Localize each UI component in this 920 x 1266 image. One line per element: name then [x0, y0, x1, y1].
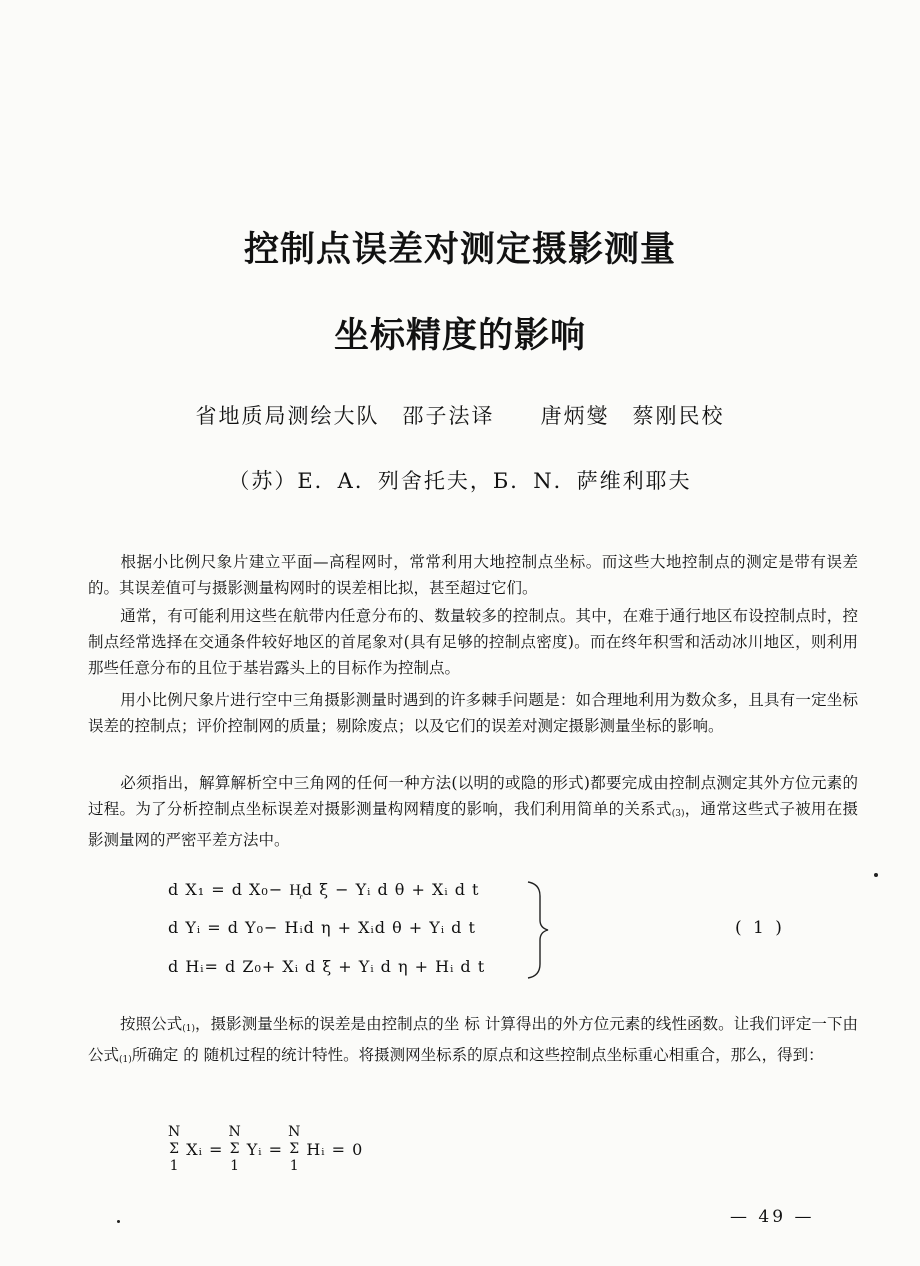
- equation-line-2: d Yᵢ = d Y₀− Hᵢd η + Xᵢd θ + Yᵢ d t: [168, 918, 476, 937]
- sum-operator-x: [168, 1124, 180, 1175]
- sum-upper: N: [288, 1124, 301, 1140]
- sum-operator-h: [288, 1124, 300, 1175]
- equation-line-1: d X₁ = d X₀− H᷊d ξ − Yᵢ d θ + Xᵢ d t: [168, 880, 480, 899]
- paragraph-5-text-c: 所确定 的 随机过程的统计特性。将摄测网坐标系的原点和这些控制点坐标重心相重合，那么，得到：: [131, 1046, 824, 1064]
- paragraph-3: [88, 687, 858, 739]
- sum-lower: 1: [289, 1158, 299, 1174]
- paragraph-1: [88, 549, 858, 601]
- paragraph-4-text-a: 必须指出，解算解析空中三角网的任何一种方法(以明的或隐的形式)都要完成由控制点测定其外方位元素的过程。为了分析控制点坐标误差对摄影测量构网精度的影响，我们利用简单的关系式: [88, 774, 858, 818]
- sum-lower: 1: [169, 1158, 179, 1174]
- title-line-1: 控制点误差对测定摄影测量: [243, 230, 676, 270]
- sum-term-x: Xᵢ =: [186, 1140, 224, 1159]
- paragraph-3-text: 用小比例尺象片进行空中三角摄影测量时遇到的许多棘手问题是：如合理地利用为数众多，且具有一定坐标误差的控制点；评价控制网的质量；剔除废点；以及它们的误差对测定摄影测量坐标的影响。: [88, 691, 858, 735]
- authors-line: （苏）E．A．列舍托夫，Б．N．萨维利耶夫: [228, 469, 692, 493]
- title-line-2: 坐标精度的影响: [333, 316, 586, 356]
- sum-term-h: Hᵢ = 0: [306, 1140, 364, 1159]
- translators-line: 省地质局测绘大队 邵子法译 唐炳燮 蔡刚民校: [195, 404, 725, 428]
- reference-1b: (1): [119, 1055, 132, 1065]
- sum-term-y: Yᵢ =: [246, 1140, 283, 1159]
- summation-equation: [168, 1124, 363, 1175]
- sum-symbol: Σ: [229, 1141, 240, 1157]
- paragraph-5-text-a: 按照公式: [120, 1015, 183, 1033]
- page-number: — 49 —: [730, 1207, 815, 1227]
- paragraph-4-text-b: ，通常这些式子被用在摄影测量网的严密平差方法中。: [88, 800, 858, 849]
- paragraph-5-text-b: ，摄影测量坐标的误差是由控制点的坐 标 计算得出的外方位元素的线性函数。让我们评定一下由公式: [88, 1015, 858, 1064]
- sum-symbol: Σ: [289, 1141, 300, 1157]
- equation-brace: [524, 880, 554, 980]
- equation-number: ( 1 ): [735, 918, 785, 938]
- paragraph-1-text: 根据小比例尺象片建立平面—高程网时，常常利用大地控制点坐标。而这些大地控制点的测定是带有误差的。其误差值可与摄影测量构网时的误差相比拟，甚至超过它们。: [88, 553, 858, 597]
- sum-upper: N: [168, 1124, 181, 1140]
- sum-operator-y: [228, 1124, 240, 1175]
- sum-upper: N: [228, 1124, 241, 1140]
- paragraph-4: [88, 770, 858, 853]
- paragraph-2: [88, 603, 858, 681]
- sum-lower: 1: [230, 1158, 240, 1174]
- scan-speck: [874, 873, 878, 877]
- paragraph-2-text: 通常，有可能利用这些在航带内任意分布的、数量较多的控制点。其中，在难于通行地区布设控制点时，控制点经常选择在交通条件较好地区的首尾象对(具有足够的控制点密度)。而在终年积雪和活动冰川地区，则利用那些任意分布的且位于基岩露头上的目标作为控制点。: [88, 607, 858, 677]
- paragraph-5: [88, 1011, 858, 1073]
- reference-3: (3): [671, 809, 685, 819]
- equation-line-3: d Hᵢ= d Z₀+ Xᵢ d ξ + Yᵢ d η + Hᵢ d t: [168, 957, 486, 976]
- scan-speck: [117, 1220, 120, 1223]
- reference-1a: (1): [182, 1024, 195, 1034]
- sum-symbol: Σ: [169, 1141, 180, 1157]
